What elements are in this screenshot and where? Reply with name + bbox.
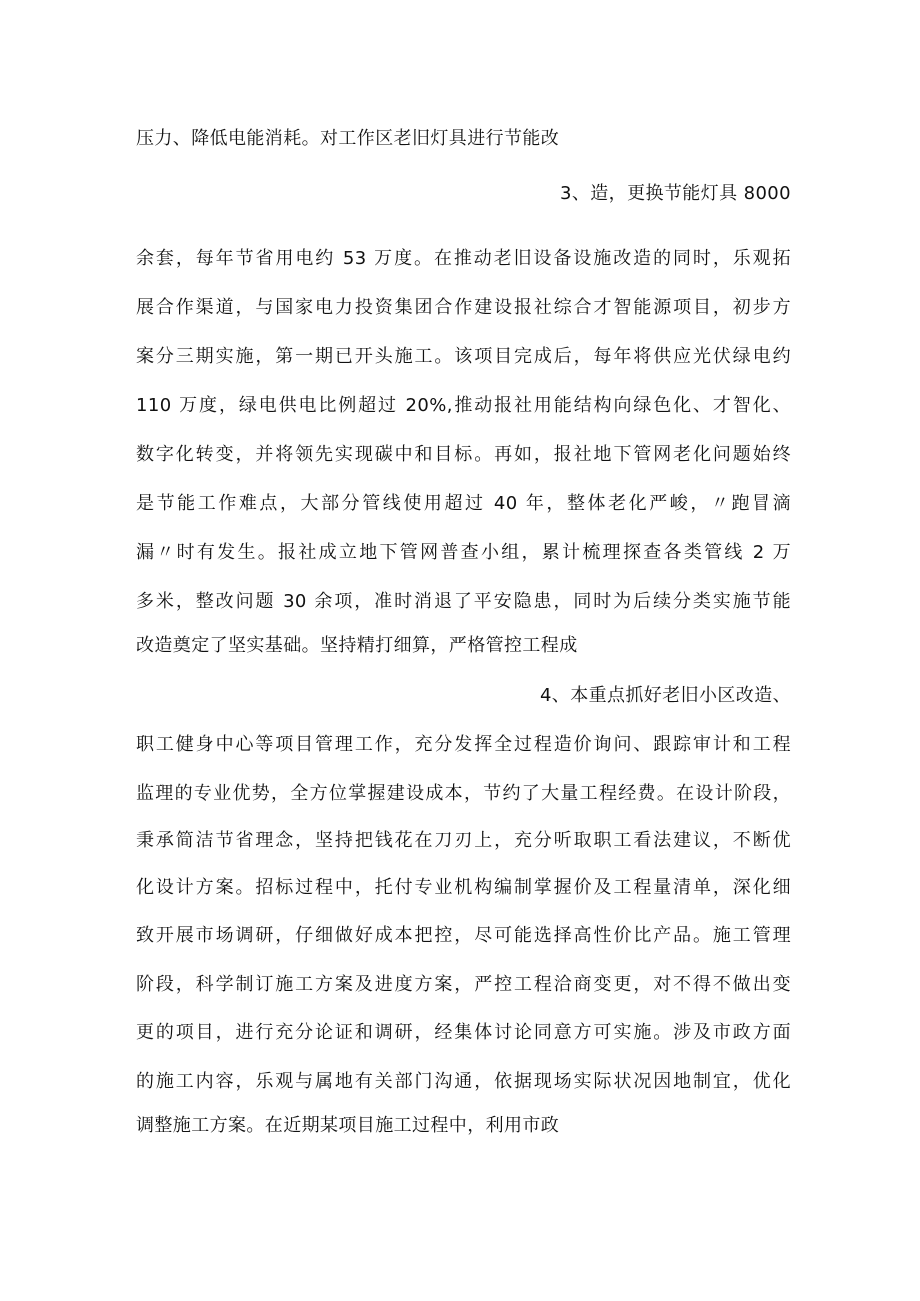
text-line-18: 阶段，科学制订施工方案及进度方案，严控工程洽商变更，对不得不做出变 [136,974,791,995]
text-line-21: 调整施工方案。在近期某项目施工过程中，利用市政 [136,1115,560,1136]
text-line-1: 压力、降低电能消耗。对工作区老旧灯具进行节能改 [136,128,560,149]
text-line-12: 4、本重点抓好老旧小区改造、 [539,685,791,706]
text-line-16: 化设计方案。招标过程中，托付专业机构编制掌握价及工程量清单，深化细 [136,877,791,898]
text-line-14: 监理的专业优势，全方位掌握建设成本，节约了大量工程经费。在设计阶段， [136,783,791,804]
text-line-13: 职工健身中心等项目管理工作，充分发挥全过程造价询问、跟踪审计和工程 [136,734,791,755]
text-line-6: 110 万度，绿电供电比例超过 20%,推动报社用能结构向绿色化、才智化、 [136,395,791,416]
text-line-19: 更的项目，进行充分论证和调研，经集体讨论同意方可实施。涉及市政方面 [136,1022,791,1043]
text-line-3: 余套，每年节省用电约 53 万度。在推动老旧设备设施改造的同时，乐观拓 [136,248,791,269]
text-line-4: 展合作渠道，与国家电力投资集团合作建设报社综合才智能源项目，初步方 [136,297,791,318]
text-line-5: 案分三期实施，第一期已开头施工。该项目完成后，每年将供应光伏绿电约 [136,346,791,367]
text-line-10: 多米，整改问题 30 余项，准时消退了平安隐患，同时为后续分类实施节能 [136,591,791,612]
text-line-15: 秉承简洁节省理念，坚持把钱花在刀刃上，充分听取职工看法建议，不断优 [136,830,791,851]
text-line-17: 致开展市场调研，仔细做好成本把控，尽可能选择高性价比产品。施工管理 [136,925,791,946]
text-line-20: 的施工内容，乐观与属地有关部门沟通，依据现场实际状况因地制宜，优化 [136,1071,791,1092]
text-line-11: 改造奠定了坚实基础。坚持精打细算，严格管控工程成 [136,635,578,656]
text-line-7: 数字化转变，并将领先实现碳中和目标。再如，报社地下管网老化问题始终 [136,444,791,465]
text-line-9: 漏〃时有发生。报社成立地下管网普查小组，累计梳理探查各类管线 2 万 [136,542,791,563]
text-line-2: 3、造，更换节能灯具 8000 [560,183,791,204]
text-line-8: 是节能工作难点，大部分管线使用超过 40 年，整体老化严峻，〃跑冒滴 [136,493,791,514]
